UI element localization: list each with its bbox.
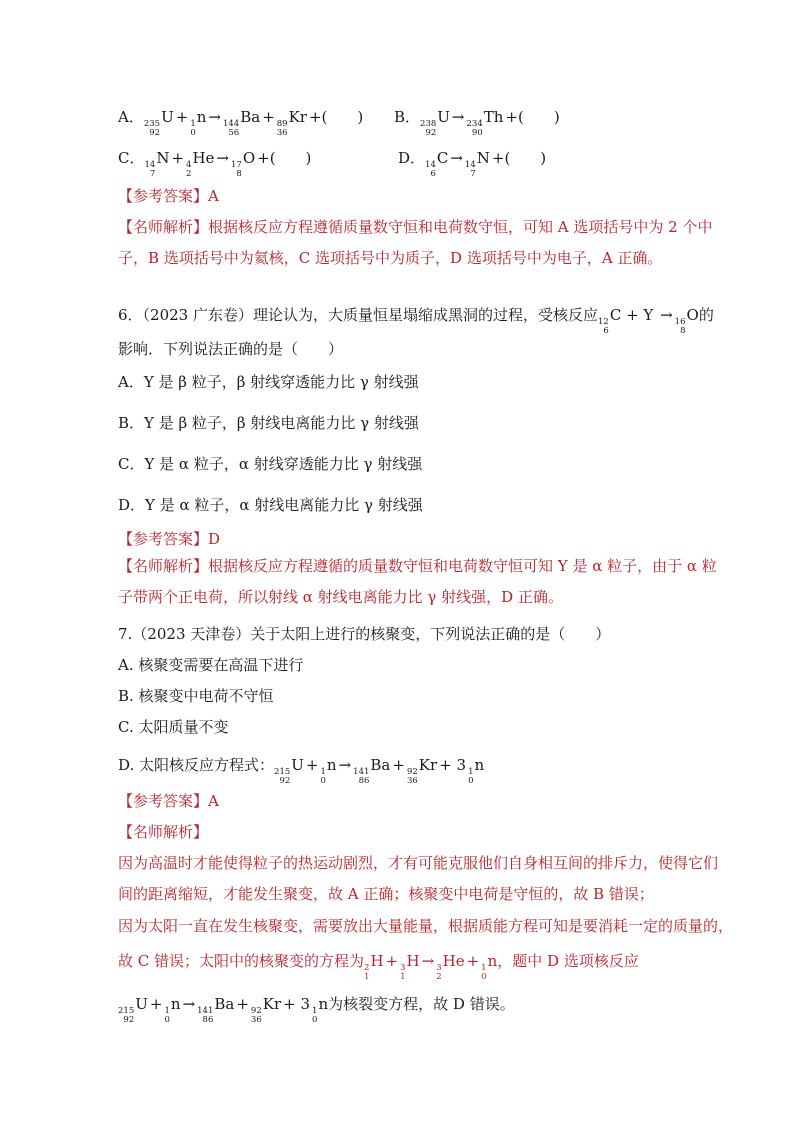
plus-sign: + 3 <box>283 995 311 1013</box>
nuclide <box>465 148 490 179</box>
nuclide <box>144 107 174 138</box>
blank-answer: +( ) <box>505 108 560 126</box>
charge-number: 0 <box>468 776 474 786</box>
isotope-numbers <box>400 964 405 982</box>
nuclear-equation <box>425 149 547 179</box>
element-symbol: H <box>406 952 420 970</box>
nuclide <box>481 951 497 982</box>
isotope-numbers <box>144 161 155 179</box>
charge-number: 36 <box>406 776 418 786</box>
plus-sign: + <box>385 952 399 970</box>
isotope-numbers <box>312 1007 317 1025</box>
element-symbol: U <box>291 756 304 774</box>
q7-answer: 【参考答案】A <box>118 792 219 810</box>
stem-text: + Y <box>621 306 659 324</box>
mass-number: 215 <box>274 767 291 777</box>
mass-number: 1 <box>190 119 196 129</box>
plus-sign: + <box>175 108 189 126</box>
isotope-numbers <box>481 964 486 982</box>
charge-number: 6 <box>430 169 436 179</box>
nuclide <box>197 994 234 1025</box>
option-prefix: D． <box>398 149 426 167</box>
nuclide <box>364 951 384 982</box>
charge-number: 1 <box>400 972 406 982</box>
nuclide <box>321 755 337 786</box>
q5-option-b <box>394 107 560 138</box>
mass-number: 1 <box>468 767 474 777</box>
charge-number: 36 <box>250 1015 262 1025</box>
analysis-text: ，题中 D 选项核反应 <box>497 952 639 970</box>
q6-option-b: B．Y 是 β 粒子，β 射线电离能力比 γ 射线强 <box>118 414 419 432</box>
element-symbol: Ba <box>214 995 235 1013</box>
mass-number: 89 <box>276 119 288 129</box>
mass-number: 14 <box>464 160 476 170</box>
isotope-numbers <box>251 1007 262 1025</box>
analysis-text: 为核裂变方程，故 D 错误。 <box>328 995 515 1013</box>
charge-number: 7 <box>470 169 476 179</box>
charge-number: 90 <box>471 128 483 138</box>
element-symbol: C <box>436 149 449 167</box>
isotope-numbers <box>364 964 369 982</box>
isotope-numbers <box>425 161 436 179</box>
option-prefix: D. 太阳核反应方程式： <box>118 756 275 774</box>
mass-number: 1 <box>481 963 487 973</box>
nuclide <box>251 994 281 1025</box>
mass-number: 14 <box>425 160 436 170</box>
charge-number: 0 <box>320 776 326 786</box>
element-symbol: Kr <box>288 108 307 126</box>
q7-option-c: C. 太阳质量不变 <box>118 718 229 736</box>
charge-number: 1 <box>364 972 370 982</box>
element-symbol: C <box>609 306 622 324</box>
charge-number: 36 <box>276 128 288 138</box>
q6-stem-line-2: 影响．下列说法正确的是（ ） <box>118 340 344 358</box>
isotope-numbers <box>197 1007 213 1025</box>
arrow: → <box>208 108 221 126</box>
plus-sign: + <box>392 756 405 774</box>
isotope-numbers <box>467 120 483 138</box>
option-prefix: B． <box>394 108 421 126</box>
element-symbol: U <box>135 995 148 1013</box>
isotope-numbers <box>231 161 242 179</box>
nuclide <box>186 148 214 179</box>
arrow: → <box>451 108 465 126</box>
nuclide <box>675 305 699 336</box>
charge-number: 86 <box>358 776 370 786</box>
plus-sign: + <box>171 149 185 167</box>
q5-analysis-line-2: 子，B 选项括号中为氦核，C 选项括号中为质子，D 选项括号中为电子，A 正确。 <box>118 249 663 267</box>
mass-number: 215 <box>118 1006 135 1016</box>
nuclide <box>353 755 390 786</box>
isotope-numbers <box>675 318 686 336</box>
element-symbol: Ba <box>240 108 261 126</box>
mass-number: 1 <box>320 767 326 777</box>
charge-number: 0 <box>481 972 487 982</box>
plus-sign: + <box>236 995 249 1013</box>
analysis-label: 【名师解析】 <box>118 218 209 236</box>
q7-analysis-line-1: 因为高温时才能使得粒子的热运动剧烈，才有可能克服他们自身相互间的排斥力，使得它们 <box>118 854 719 872</box>
option-prefix: A． <box>118 108 144 126</box>
element-symbol: n <box>487 952 498 970</box>
element-symbol: n <box>196 108 207 126</box>
nuclide <box>231 148 255 179</box>
q5-option-d <box>398 148 546 179</box>
plus-sign: + <box>305 756 319 774</box>
element-symbol: N <box>156 149 170 167</box>
isotope-numbers <box>407 768 418 786</box>
isotope-numbers <box>420 120 436 138</box>
blank-answer: +( ) <box>491 149 547 167</box>
element-symbol: U <box>437 108 450 126</box>
arrow: → <box>182 995 196 1013</box>
analysis-text: 故 C 错误；太阳中的核聚变的方程为 <box>118 952 365 970</box>
blank-answer: +( ) <box>257 149 312 167</box>
isotope-numbers <box>598 318 609 336</box>
plus-sign: + <box>262 108 275 126</box>
isotope-numbers <box>144 120 160 138</box>
charge-number: 8 <box>236 169 242 179</box>
nuclide <box>425 148 448 179</box>
element-symbol: n <box>326 756 337 774</box>
mass-number: 2 <box>364 963 370 973</box>
mass-number: 16 <box>674 317 686 327</box>
mass-number: 238 <box>420 119 437 129</box>
mass-number: 235 <box>143 119 161 129</box>
isotope-numbers <box>118 1007 134 1025</box>
element-symbol: He <box>192 149 215 167</box>
q7-option-a: A. 核聚变需要在高温下进行 <box>118 656 304 674</box>
analysis-text: 根据核反应方程遵循质量数守恒和电荷数守恒，可知 A 选项括号中为 2 个中 <box>208 218 713 236</box>
q7-option-d <box>118 755 484 786</box>
arrow: → <box>421 952 435 970</box>
plus-sign: + 3 <box>439 756 467 774</box>
analysis-text: 根据核反应方程遵循的质量数守恒和电荷数守恒可知 Y 是 α 粒子，由于 α 粒 <box>208 557 717 575</box>
q6-option-c: C．Y 是 α 粒子，α 射线穿透能力比 γ 射线强 <box>118 455 423 473</box>
isotope-numbers <box>465 161 476 179</box>
element-symbol: O <box>686 306 699 324</box>
stem-text: 6．（2023 广东卷）理论认为，大质量恒星塌缩成黑洞的过程，受核反应 <box>118 306 598 324</box>
isotope-numbers <box>164 1007 169 1025</box>
element-symbol: n <box>170 995 181 1013</box>
mass-number: 1 <box>164 1006 170 1016</box>
mass-number: 17 <box>230 160 242 170</box>
option-prefix: C． <box>118 149 145 167</box>
mass-number: 1 <box>312 1006 318 1016</box>
element-symbol: Th <box>483 108 504 126</box>
mass-number: 141 <box>197 1006 214 1016</box>
charge-number: 92 <box>425 128 437 138</box>
nuclide <box>468 755 484 786</box>
nuclide <box>420 107 450 138</box>
isotope-numbers <box>223 120 239 138</box>
arrow: → <box>338 756 352 774</box>
q6-answer: 【参考答案】D <box>118 530 221 548</box>
isotope-numbers <box>190 120 195 138</box>
nuclide <box>436 951 464 982</box>
nuclide <box>223 107 260 138</box>
arrow: → <box>216 149 229 167</box>
plus-sign: + <box>466 952 480 970</box>
element-symbol: He <box>442 952 465 970</box>
q7-analysis-line-3: 因为太阳一直在发生核聚变，需要放出大量能量，根据质能方程可知是要消耗一定的质量的， <box>118 917 734 935</box>
nuclide <box>277 107 307 138</box>
charge-number: 6 <box>603 326 609 336</box>
q5-option-c <box>118 148 311 179</box>
mass-number: 3 <box>436 963 442 973</box>
charge-number: 92 <box>279 776 291 786</box>
q7-analysis-line-2: 间的距离缩短，才能发生聚变，故 A 正确；核聚变中电荷是守恒的，故 B 错误； <box>118 885 654 903</box>
element-symbol: n <box>474 756 485 774</box>
nuclear-equation <box>364 952 498 982</box>
isotope-numbers <box>436 964 441 982</box>
element-symbol: N <box>476 149 490 167</box>
nuclide <box>118 994 148 1025</box>
arrow: → <box>660 306 673 324</box>
analysis-label: 【名师解析】 <box>118 557 209 575</box>
mass-number: 234 <box>466 119 483 129</box>
isotope-numbers <box>353 768 369 786</box>
charge-number: 2 <box>436 972 442 982</box>
isotope-numbers <box>186 161 191 179</box>
nuclide <box>598 305 621 336</box>
q6-stem-line-1 <box>118 305 714 336</box>
mass-number: 144 <box>222 119 240 129</box>
nuclear-equation <box>420 108 560 138</box>
element-symbol: n <box>318 995 329 1013</box>
nuclide <box>400 951 420 982</box>
q7-analysis-line-4 <box>118 951 639 982</box>
element-symbol: H <box>370 952 384 970</box>
nuclide <box>190 107 206 138</box>
charge-number: 7 <box>149 169 156 179</box>
nuclear-equation <box>274 756 485 786</box>
q6-analysis-line-1 <box>118 556 717 576</box>
charge-number: 0 <box>312 1015 318 1025</box>
element-symbol: U <box>161 108 174 126</box>
charge-number: 56 <box>228 128 240 138</box>
q6-option-a: A．Y 是 β 粒子，β 射线穿透能力比 γ 射线强 <box>118 373 419 391</box>
element-symbol: O <box>242 149 256 167</box>
nuclear-equation <box>144 149 312 179</box>
mass-number: 14 <box>144 160 156 170</box>
charge-number: 0 <box>164 1015 170 1025</box>
q5-option-a <box>118 107 363 138</box>
nuclide <box>407 755 437 786</box>
q5-analysis-line-1 <box>118 217 712 237</box>
q6-option-d: D．Y 是 α 粒子，α 射线电离能力比 γ 射线强 <box>118 496 423 514</box>
isotope-numbers <box>277 120 288 138</box>
q7-analysis-line-5 <box>118 994 515 1025</box>
isotope-numbers <box>468 768 473 786</box>
nuclide <box>164 994 180 1025</box>
blank-answer: +( ) <box>308 108 364 126</box>
element-symbol: Kr <box>418 756 438 774</box>
isotope-numbers <box>321 768 326 786</box>
element-symbol: Ba <box>370 756 391 774</box>
nuclide <box>274 755 304 786</box>
isotope-numbers <box>274 768 290 786</box>
element-symbol: Kr <box>262 995 282 1013</box>
q5-answer: 【参考答案】A <box>118 187 219 205</box>
charge-number: 86 <box>202 1015 214 1025</box>
charge-number: 2 <box>186 169 192 179</box>
nuclide <box>467 107 504 138</box>
nuclide <box>144 148 169 179</box>
charge-number: 92 <box>123 1015 135 1025</box>
charge-number: 0 <box>190 128 196 138</box>
q7-analysis-label: 【名师解析】 <box>118 823 209 841</box>
q7-option-b: B. 核聚变中电荷不守恒 <box>118 687 274 705</box>
nuclear-equation <box>118 995 329 1025</box>
stem-text: 的 <box>698 306 714 324</box>
charge-number: 92 <box>149 128 161 138</box>
mass-number: 141 <box>353 767 370 777</box>
plus-sign: + <box>149 995 163 1013</box>
mass-number: 3 <box>400 963 406 973</box>
charge-number: 8 <box>680 326 686 336</box>
nuclide <box>312 994 328 1025</box>
nuclear-equation <box>143 108 364 138</box>
mass-number: 4 <box>186 160 192 170</box>
q6-analysis-line-2: 子带两个正电荷，所以射线 α 射线电离能力比 γ 射线强，D 正确。 <box>118 588 563 606</box>
mass-number: 92 <box>406 767 418 777</box>
q7-stem: 7.（2023 天津卷）关于太阳上进行的核聚变，下列说法正确的是（ ） <box>118 625 611 643</box>
mass-number: 92 <box>250 1006 262 1016</box>
arrow: → <box>450 149 463 167</box>
mass-number: 12 <box>598 317 609 327</box>
